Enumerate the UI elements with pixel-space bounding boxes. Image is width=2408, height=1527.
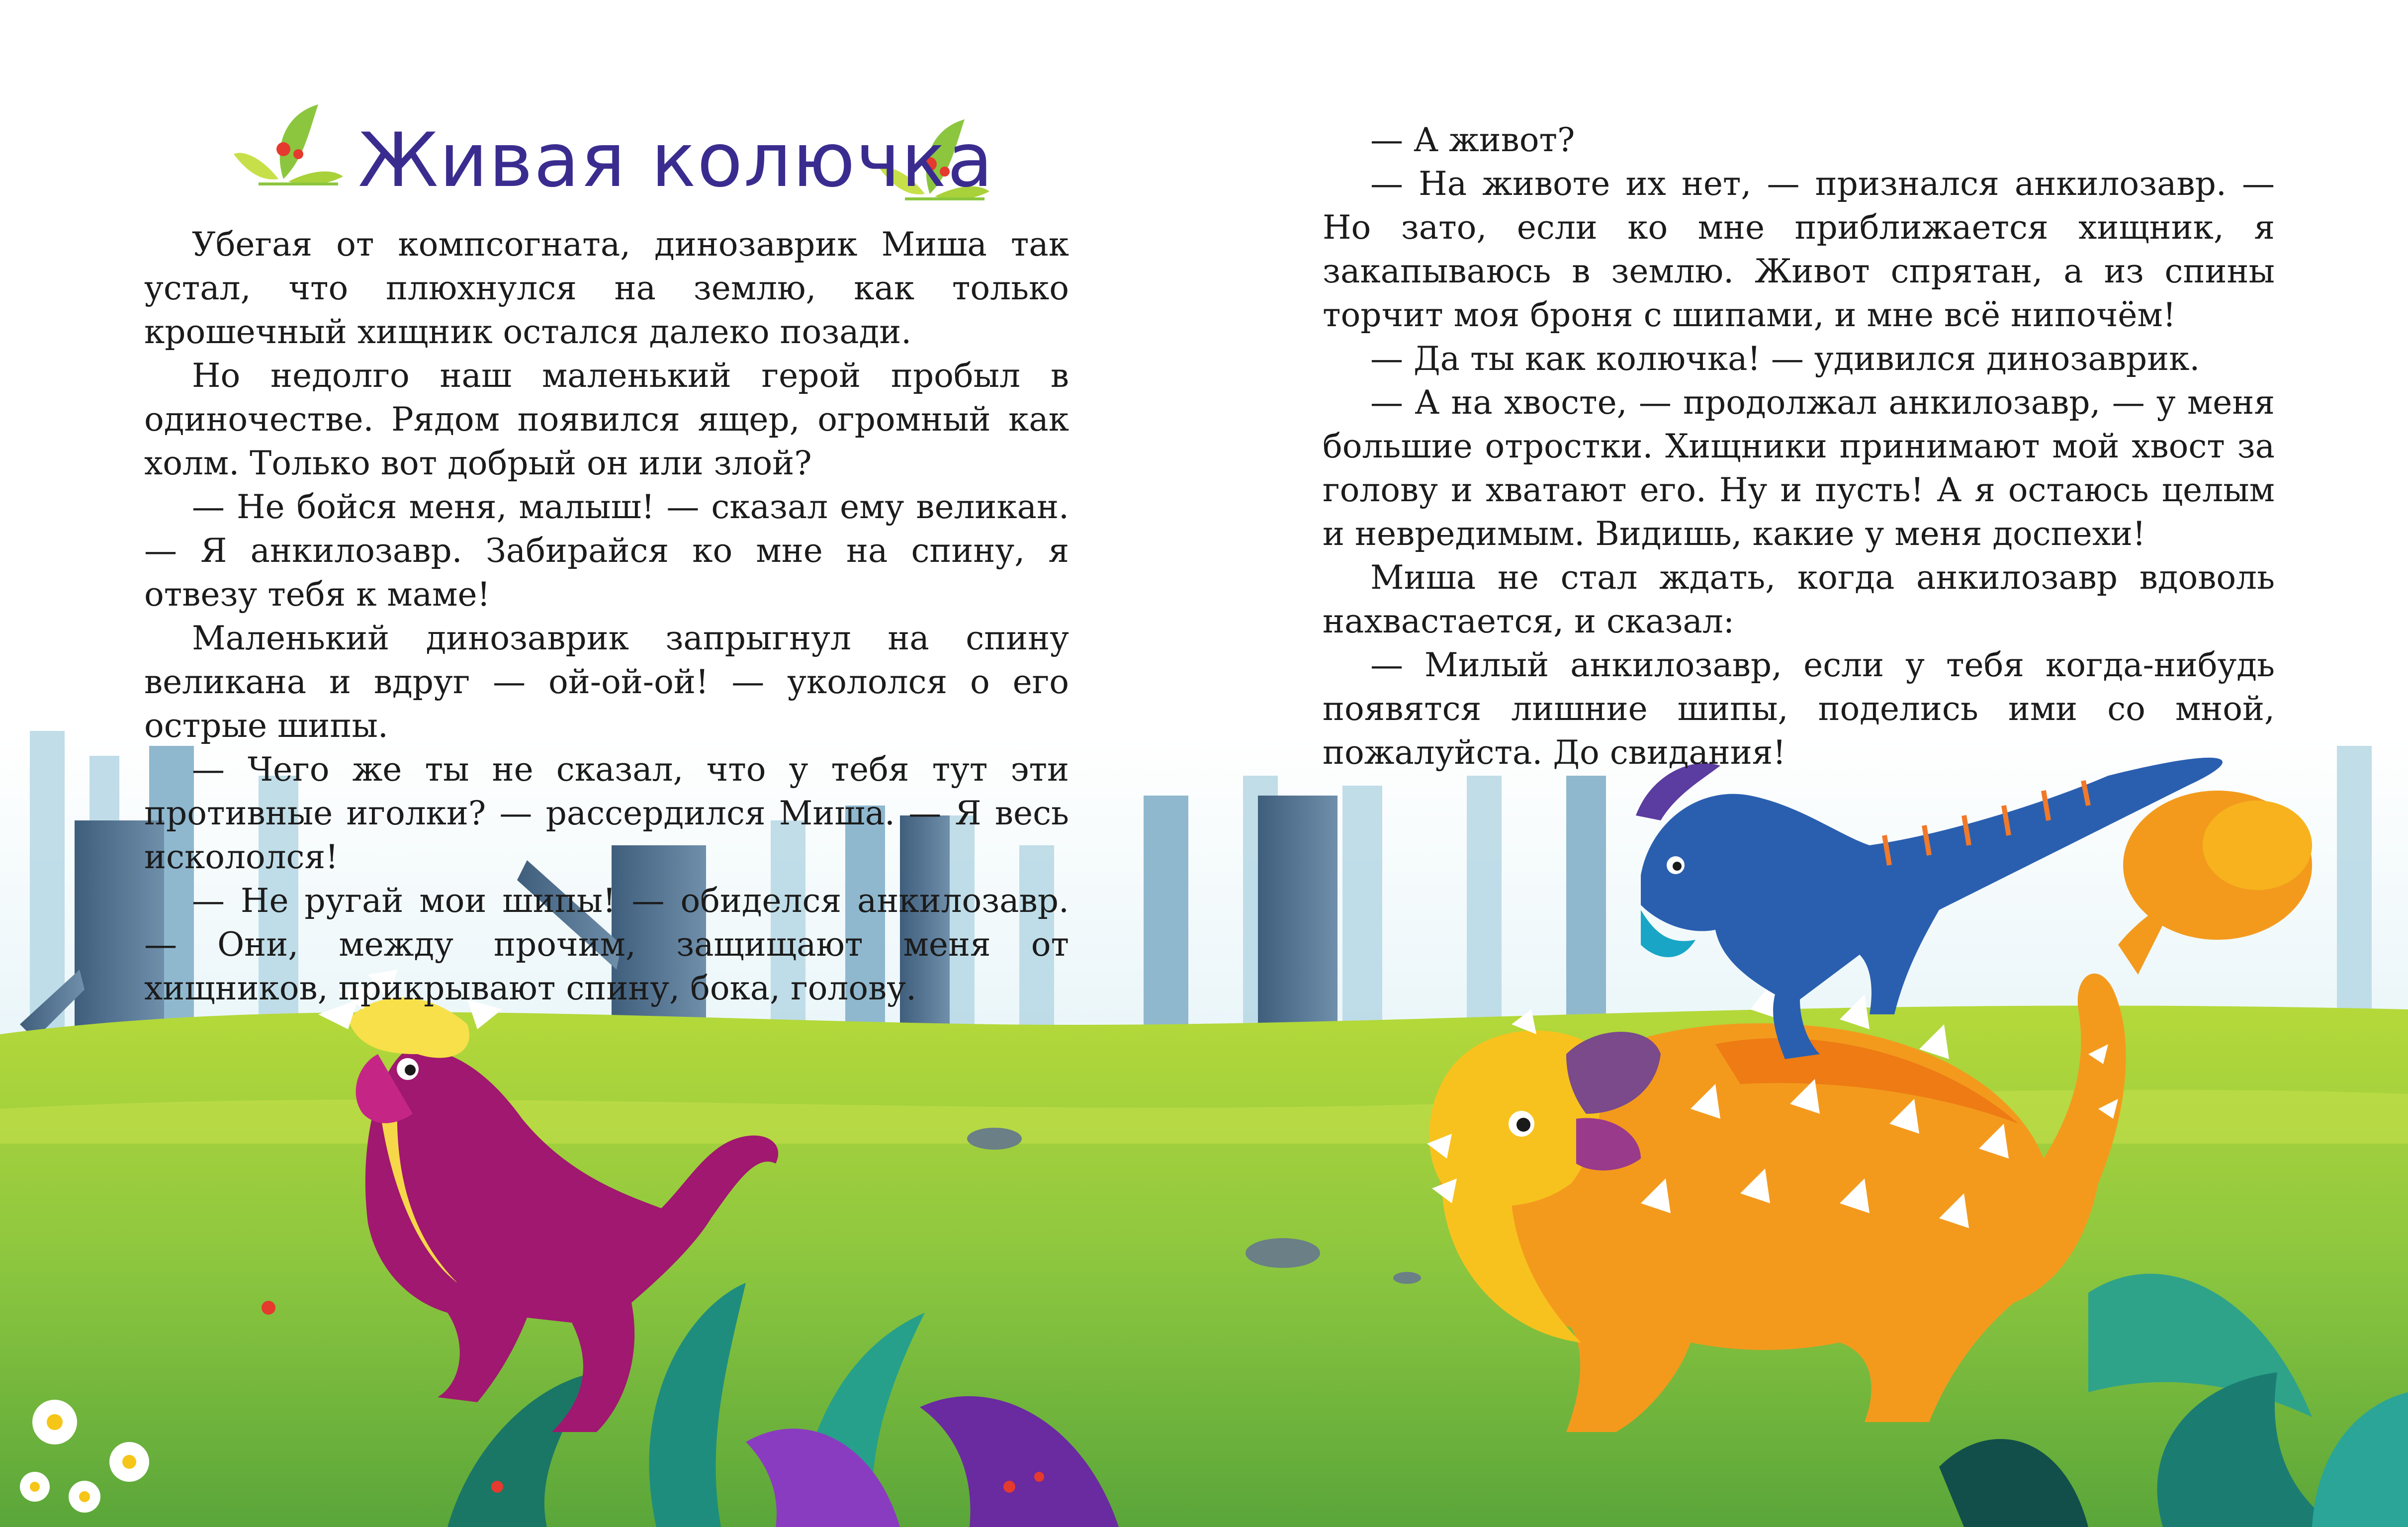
left-page-text xyxy=(144,223,1069,1010)
paragraph: — На животе их нет, — признался анкилозавр. — Но зато, если ко мне приближается хищник, я закапываюсь в землю. Живот спрятан, а из спины торчит моя броня с шипами, и мне всё нипочём! xyxy=(1323,165,2275,334)
paragraph: — Да ты как колючка! — удивился динозаврик. xyxy=(1370,340,2200,378)
page-title: Живая колючка xyxy=(358,117,994,204)
right-page-text xyxy=(1323,118,2275,775)
paragraph: — А на хвосте, — продолжал анкилозавр, — у меня большие отростки. Хищники принимают мой хвост за голову и хватают его. Ну и пусть! А я остаюсь целым и невредимым. Видишь, какие у меня доспехи! xyxy=(1323,383,2275,553)
paragraph: — А живот? xyxy=(1370,121,1575,159)
paragraph: — Чего же ты не сказал, что у тебя тут эти противные иголки? — рассердился Миша. — Я весь искололся! xyxy=(144,750,1069,876)
paragraph: — Милый анкилозавр, если у тебя когда-нибудь появятся лишние шипы, поделись ими со мной, пожалуйста. До свидания! xyxy=(1323,646,2275,772)
paragraph: Но недолго наш маленький герой пробыл в одиночестве. Рядом появился ящер, огромный как холм. Только вот добрый он или злой? xyxy=(144,357,1069,482)
paragraph: Маленький динозаврик запрыгнул на спину великана и вдруг — ой-ой-ой! — укололся о его острые шипы. xyxy=(144,619,1069,745)
paragraph: — Не ругай мои шипы! — обиделся анкилозавр. — Они, между прочим, защищают меня от хищников, прикрывают спину, бока, голову. xyxy=(144,882,1069,1007)
leaf-sprig-icon xyxy=(234,104,343,185)
paragraph: Миша не стал ждать, когда анкилозавр вдоволь нахвастается, и сказал: xyxy=(1323,558,2275,640)
paragraph: Убегая от компсогната, динозаврик Миша так устал, что плюхнулся на землю, как только крошечный хищник остался далеко позади. xyxy=(144,225,1069,351)
paragraph: — Не бойся меня, малыш! — сказал ему великан. — Я анкилозавр. Забирайся ко мне на спину, я отвезу тебя к маме! xyxy=(144,488,1069,614)
